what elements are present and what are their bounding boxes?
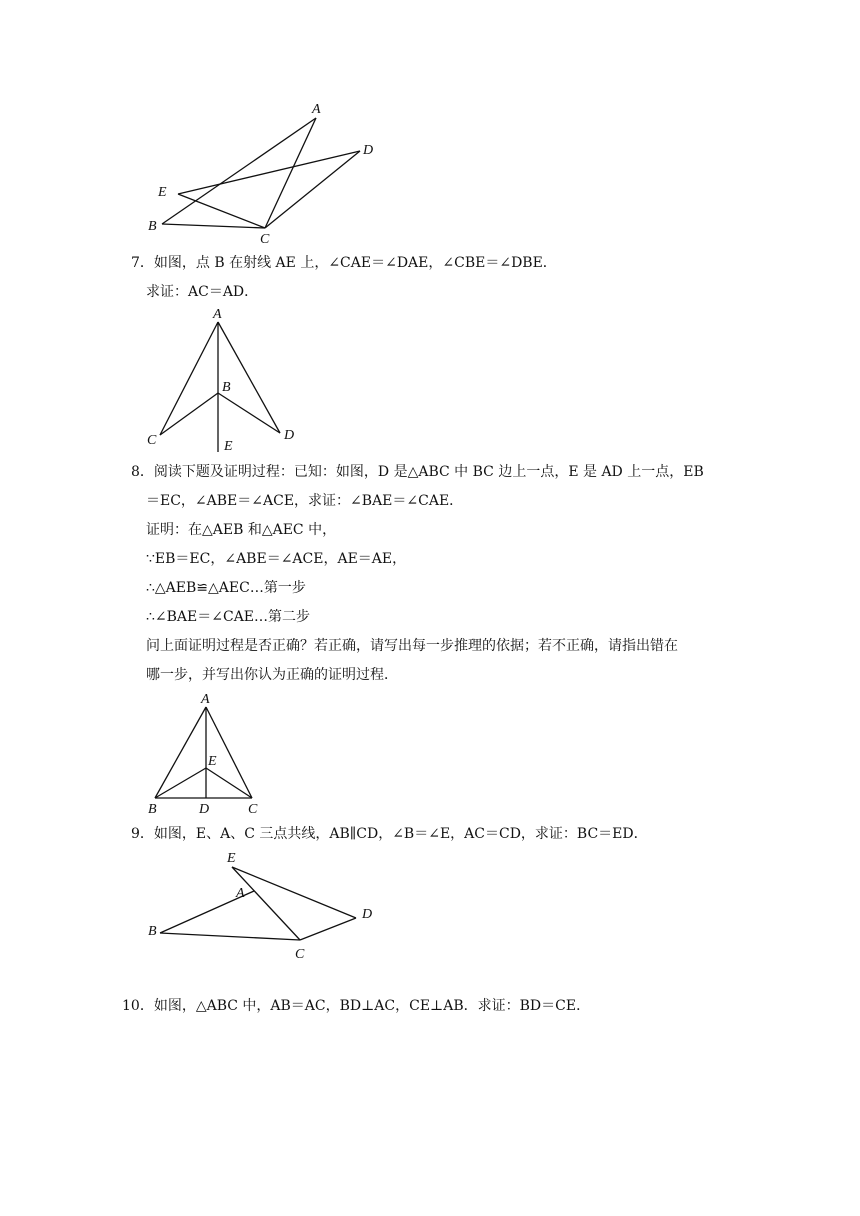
p8-line5: ∴△AEB≌△AEC…第一步 [146,580,306,596]
label-B: B [148,802,157,817]
p8-line3: 证明：在△AEB 和△AEC 中， [146,522,337,538]
segment-CD [300,918,356,940]
segment-EC [178,194,265,228]
segment-AD [218,322,280,433]
p8-line7: 问上面证明过程是否正确？若正确，请写出每一步推理的依据；若不正确，请指出错在 [146,638,678,654]
segment-AB [155,707,206,798]
label-C: C [295,947,305,962]
label-B: B [222,380,231,395]
p8-line2: ＝EC，∠ABE＝∠ACE，求证：∠BAE＝∠CAE． [146,493,464,509]
segment-AC [265,118,316,228]
p8-line8: 哪一步，并写出你认为正确的证明过程． [146,667,398,683]
p10-line1: 10．如图，△ABC 中，AB＝AC，BD⊥AC，CE⊥AB．求证：BD＝CE． [122,998,591,1014]
label-E: E [224,439,233,454]
figure-4 [140,845,390,965]
segment-EB [155,768,206,798]
label-E: E [208,754,217,769]
figure-1 [140,98,390,248]
p8-line4: ∵EB＝EC，∠ABE＝∠ACE，AE＝AE， [146,551,407,567]
label-C: C [147,433,157,448]
label-B: B [148,924,157,939]
label-E: E [158,185,167,200]
p8-line6: ∴∠BAE＝∠CAE…第二步 [146,609,311,625]
figure-2 [140,305,310,455]
label-D: D [284,428,295,443]
label-C: C [248,802,258,817]
segment-AC [206,707,252,798]
label-B: B [148,219,157,234]
p8-line1: 8．阅读下题及证明过程：已知：如图，D 是△ABC 中 BC 边上一点，E 是 AD 上一点，EB [131,464,704,480]
p7-line1: 7．如图，点 B 在射线 AE 上，∠CAE＝∠DAE，∠CBE＝∠DBE． [131,255,557,271]
segment-BC [162,224,265,228]
segment-AC [160,322,218,435]
label-A: A [213,307,222,322]
p7-line2: 求证：AC＝AD． [146,284,259,300]
segment-BD [218,393,280,433]
label-D: D [363,143,374,158]
label-A: A [236,886,245,901]
label-D: D [362,907,373,922]
label-C: C [260,232,270,247]
segment-BC [160,393,218,435]
figure-3 [140,690,280,820]
label-A: A [201,692,210,707]
segment-BC [160,933,300,940]
label-E: E [227,851,236,866]
segment-BA [162,118,316,224]
label-A: A [312,102,321,117]
line-EAC [232,867,300,940]
p9-line1: 9．如图，E、A、C 三点共线，AB∥CD，∠B＝∠E，AC＝CD，求证：BC＝ED． [131,826,648,842]
label-D: D [199,802,210,817]
